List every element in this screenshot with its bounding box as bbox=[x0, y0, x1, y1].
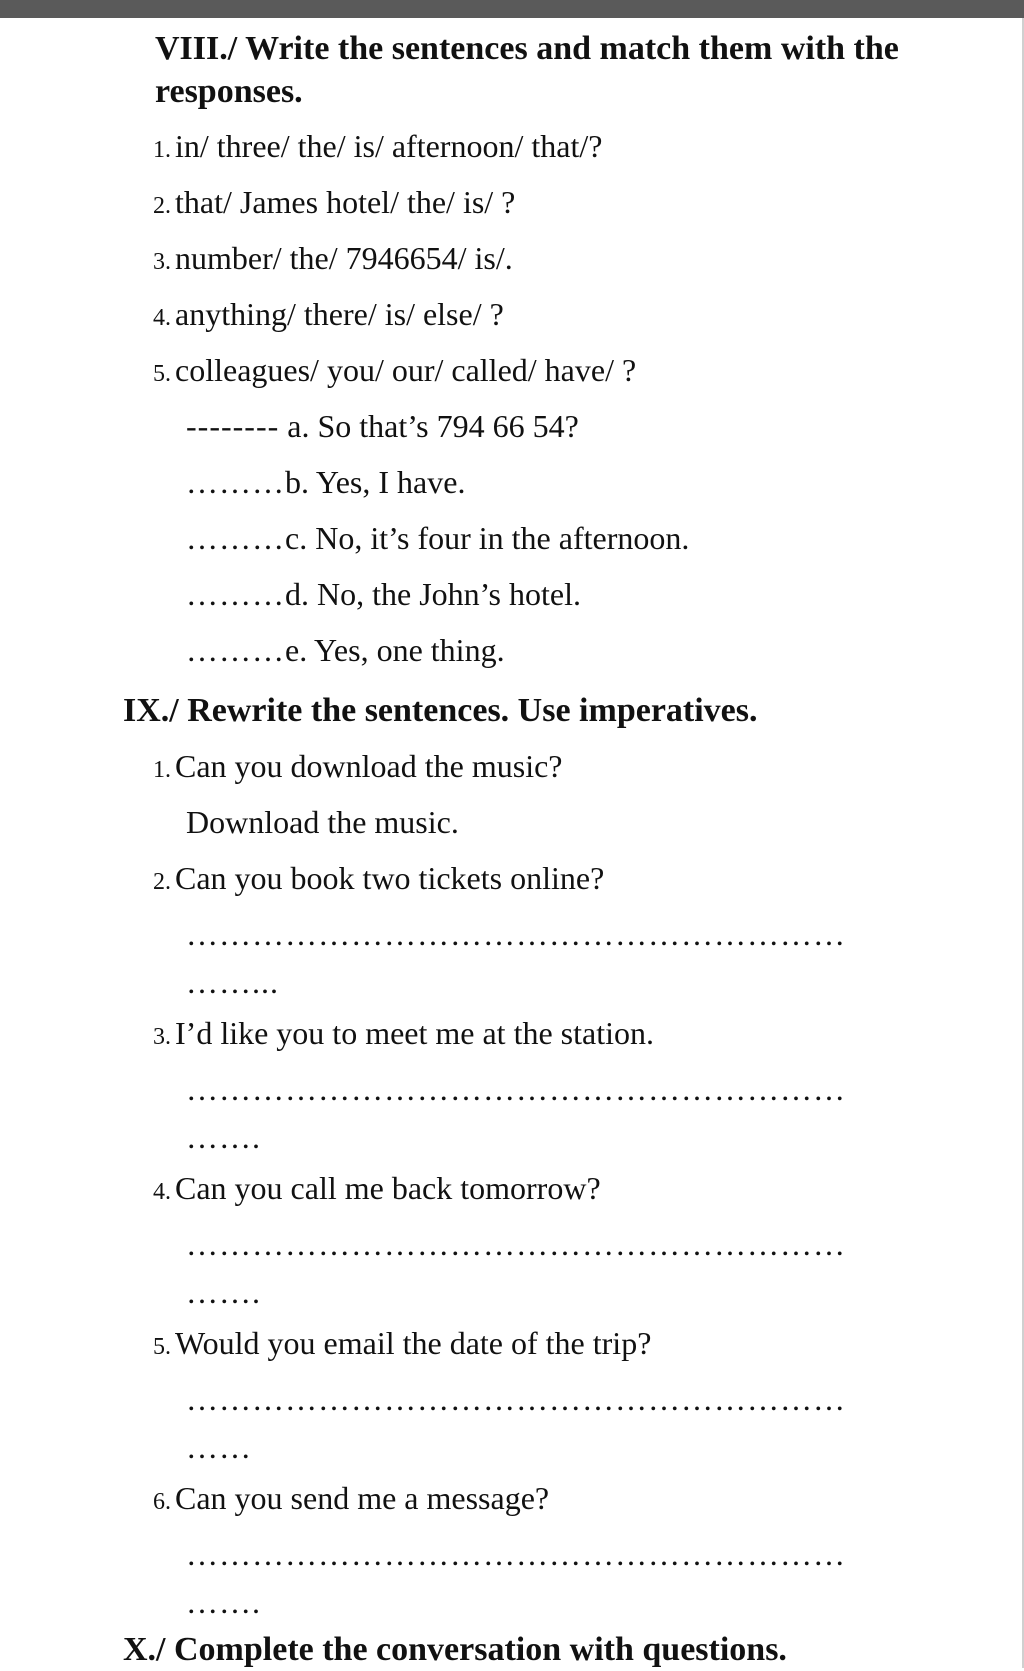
s9-item-5-answer-line[interactable]: …………………………………………………… bbox=[186, 1381, 846, 1417]
s9-item-6-text: Can you send me a message? bbox=[175, 1480, 550, 1516]
s9-item-3-text: I’d like you to meet me at the station. bbox=[175, 1015, 654, 1051]
s8-response-e-text: e. Yes, one thing. bbox=[285, 632, 505, 668]
s8-response-a-blank[interactable]: -------- bbox=[186, 408, 280, 444]
s9-item-6 bbox=[153, 1478, 549, 1522]
s9-item-2-answer-line[interactable]: …………………………………………………… bbox=[186, 916, 846, 952]
s8-item-4 bbox=[153, 294, 504, 338]
s8-item-4-num: 4. bbox=[153, 305, 171, 331]
s9-item-4-text: Can you call me back tomorrow? bbox=[175, 1170, 601, 1206]
s9-item-4-answer-line[interactable]: …………………………………………………… bbox=[186, 1226, 846, 1262]
s8-item-2-text: that/ James hotel/ the/ is/ ? bbox=[175, 184, 516, 220]
s9-item-1 bbox=[153, 746, 562, 790]
s8-item-3-text: number/ the/ 7946654/ is/. bbox=[175, 240, 513, 276]
s9-item-5-text: Would you email the date of the trip? bbox=[175, 1325, 652, 1361]
s9-item-1-text: Can you download the music? bbox=[175, 748, 563, 784]
s9-item-6-answer-tail[interactable]: ……. bbox=[186, 1584, 261, 1620]
s9-item-2-answer-tail[interactable]: ……... bbox=[186, 964, 279, 1000]
s8-item-4-text: anything/ there/ is/ else/ ? bbox=[175, 296, 504, 332]
s9-item-5-answer-tail[interactable]: …… bbox=[186, 1429, 252, 1465]
s9-item-6-answer-line[interactable]: …………………………………………………… bbox=[186, 1536, 846, 1572]
s8-item-5 bbox=[153, 350, 636, 394]
s9-item-2 bbox=[153, 858, 604, 902]
s8-response-d bbox=[186, 574, 581, 614]
s8-response-d-text: d. No, the John’s hotel. bbox=[285, 576, 581, 612]
s9-item-1-answer: Download the music. bbox=[186, 804, 459, 840]
s9-item-3-num: 3. bbox=[153, 1024, 171, 1050]
s8-item-5-num: 5. bbox=[153, 361, 171, 387]
s9-item-3-answer-line[interactable]: …………………………………………………… bbox=[186, 1071, 846, 1107]
s8-response-e-blank[interactable]: ……… bbox=[186, 632, 285, 668]
section-10-title: X./ Complete the conversation with questions. bbox=[123, 1631, 787, 1668]
s8-item-1 bbox=[153, 126, 602, 170]
s8-item-3-num: 3. bbox=[153, 249, 171, 275]
s9-item-4-answer-tail[interactable]: ……. bbox=[186, 1274, 261, 1310]
s9-item-3 bbox=[153, 1013, 654, 1057]
s8-response-c-text: c. No, it’s four in the afternoon. bbox=[285, 520, 690, 556]
s9-item-4-num: 4. bbox=[153, 1179, 171, 1205]
s8-response-c bbox=[186, 518, 689, 558]
section-8-title: VIII./ Write the sentences and match them with the responses. bbox=[155, 30, 899, 110]
s8-response-a-text: a. So that’s 794 66 54? bbox=[279, 408, 579, 444]
s9-item-2-text: Can you book two tickets online? bbox=[175, 860, 605, 896]
s9-item-4 bbox=[153, 1168, 601, 1212]
s9-item-2-num: 2. bbox=[153, 869, 171, 895]
s9-item-5-num: 5. bbox=[153, 1334, 171, 1360]
s8-item-2 bbox=[153, 182, 515, 226]
s8-response-b-blank[interactable]: ……… bbox=[186, 464, 285, 500]
s9-item-5 bbox=[153, 1323, 651, 1367]
s9-item-6-num: 6. bbox=[153, 1489, 171, 1515]
s8-response-e bbox=[186, 630, 505, 670]
s8-item-1-text: in/ three/ the/ is/ afternoon/ that/? bbox=[175, 128, 603, 164]
s8-response-a bbox=[186, 406, 579, 446]
s8-response-b-text: b. Yes, I have. bbox=[285, 464, 466, 500]
s8-item-3 bbox=[153, 238, 513, 282]
s8-item-5-text: colleagues/ you/ our/ called/ have/ ? bbox=[175, 352, 637, 388]
section-9-title: IX./ Rewrite the sentences. Use imperatives. bbox=[123, 692, 758, 729]
s9-item-3-answer-tail[interactable]: ……. bbox=[186, 1119, 261, 1155]
s8-response-c-blank[interactable]: ……… bbox=[186, 520, 285, 556]
s9-item-1-num: 1. bbox=[153, 757, 171, 783]
s8-item-1-num: 1. bbox=[153, 137, 171, 163]
s8-response-d-blank[interactable]: ……… bbox=[186, 576, 285, 612]
s8-item-2-num: 2. bbox=[153, 193, 171, 219]
s8-response-b bbox=[186, 462, 465, 502]
